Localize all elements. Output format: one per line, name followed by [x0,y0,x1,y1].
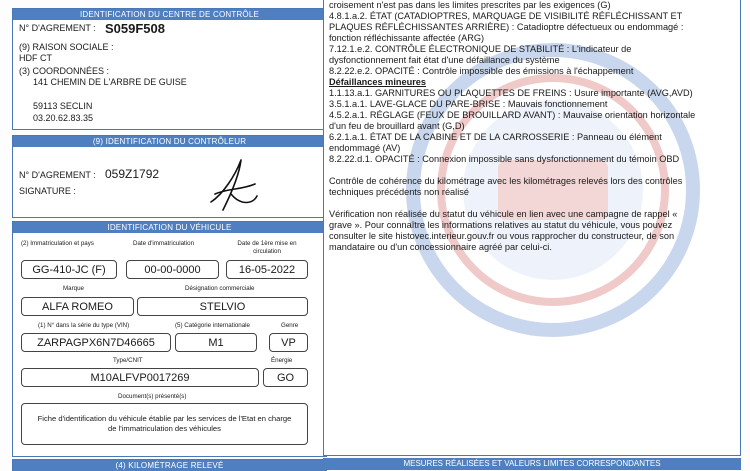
controleur-agrement-label: N° D'AGREMENT : [19,170,96,180]
signature-image [201,154,261,214]
minor-defect-3b: d'un feu de brouillard avant (G,D) [329,121,465,131]
type-label: Type/CNIT [113,357,143,364]
centre-panel [12,8,327,130]
minor-defect-4b: endommagé (AV) [329,143,401,153]
minor-defect-3a: 4.5.2.a.1. RÉGLAGE (FEUX DE BROUILLARD AVANT) : Mauvaise orientation horizontale [329,110,696,120]
right-column [323,0,741,470]
vin-value: ZARPAGPX6N7D46665 [21,333,171,352]
kilometrage-header: (4) KILOMÉTRAGE RELEVÉ [13,460,326,471]
centre-address: 141 CHEMIN DE L'ARBRE DE GUISE [33,77,187,87]
centre-header: IDENTIFICATION DU CENTRE DE CONTRÔLE [13,9,326,20]
controleur-panel [12,135,327,218]
immat-value: GG-410-JC (F) [21,260,117,279]
controleur-agrement-value: 059Z1792 [105,167,160,181]
centre-agrement-value: S059F508 [105,21,165,36]
signature-label: SIGNATURE : [19,186,76,196]
mineures-title: Défaillances mineures [329,77,427,87]
defect-line-2b: dysfonctionnement fait état d'une défaillance du système [329,55,560,65]
controleur-header: (9) IDENTIFICATION DU CONTRÔLEUR [13,136,326,147]
date-immat-value: 00-00-0000 [126,260,219,279]
minor-defect-4a: 6.2.1.a.1. ÉTAT DE LA CABINE ET DE LA CARROSSERIE : Panneau ou élément [329,132,662,142]
documents-line-2: de l'immatriculation des véhicules [108,424,221,433]
coherence-line-2: techniques précédents non réalisé [329,187,469,197]
designation-value: STELVIO [137,297,308,316]
vehicule-panel [12,221,327,457]
rappel-line-3: consulter le site histovec.interieur.gouv.fr ou vous rapprocher du constructeur, de son [329,231,675,241]
energie-label: Énergie [271,357,293,364]
categorie-value: M1 [175,333,257,352]
centre-city: 59113 SECLIN [33,101,93,111]
defect-line-0: croisement n'est pas dans les limites prescrites par les exigences (G) [329,0,611,10]
defects-text [329,0,739,253]
kilometrage-panel [12,459,327,471]
categorie-label: (5) Catégorie internationale [175,322,250,329]
defect-line-1b: PLAQUES RÉFLÉCHISSANTES ARRIÈRE) : Catadioptre défectueux ou endommagé : [329,22,684,32]
marque-value: ALFA ROMEO [21,297,134,316]
minor-defect-5: 8.2.22.d.1. OPACITÉ : Connexion impossible sans dysfonctionnement du témoin OBD [329,154,680,164]
centre-phone: 03.20.62.83.35 [33,113,94,123]
rappel-line-4: mandataire ou d'un concessionnaire agréé par celui-ci. [329,242,552,252]
rappel-line-2: grave ». Pour connaître les informations relatives au statut du véhicule, vous pouvez [329,220,673,230]
documents-label: Document(s) présenté(s) [118,393,187,400]
designation-label: Désignation commerciale [185,285,255,292]
defect-line-1a: 4.8.1.a.2. ÉTAT (CATADIOPTRES, MARQUAGE DE VISIBILITÉ RÉFLÉCHISSANT ET [329,11,683,21]
defect-line-1c: fonction réfléchissante affectée (ARG) [329,33,485,43]
immat-label: (2) Immatriculation et pays [21,240,94,247]
centre-agrement-label: N° D'AGREMENT : [19,23,96,33]
left-column [12,0,327,470]
energie-value: GO [263,368,308,387]
date-mise-label-1: Date de 1ère mise en [237,240,297,247]
defect-line-3: 8.2.22.e.2. OPACITÉ : Contrôle impossible des émissions à l'échappement [329,66,634,76]
defect-line-2a: 7.12.1.e.2. CONTRÔLE ÉLECTRONIQUE DE STABILITÉ : L'indicateur de [329,44,632,54]
vin-label: (1) N° dans la série du type (VIN) [38,322,130,329]
date-mise-label-2: circulation [253,248,281,255]
coherence-line-1: Contrôle de cohérence du kilométrage avec les kilométrages relevés lors des contrôles [329,176,683,186]
documents-line-1: Fiche d'identification du véhicule établie par les services de l'Etat en charge [37,414,292,423]
coordonnees-label: (3) COORDONNÉES : [19,66,110,76]
mesures-header: MESURES RÉALISÉES ET VALEURS LIMITES CORRESPONDANTES [323,458,741,470]
vehicule-header: IDENTIFICATION DU VÉHICULE [13,222,326,233]
documents-box [21,403,308,445]
genre-value: VP [269,333,308,352]
marque-label: Marque [63,285,84,292]
type-value: M10ALFVP0017269 [21,368,259,387]
genre-label: Genre [281,322,299,329]
date-immat-label: Date d'immatriculation [133,240,195,247]
date-mise-value: 16-05-2022 [226,260,308,279]
raison-sociale-value: HDF CT [19,53,52,63]
minor-defect-1: 1.1.13.a.1. GARNITURES OU PLAQUETTES DE FREINS : Usure importante (AVG,AVD) [329,88,693,98]
rappel-line-1: Vérification non réalisée du statut du véhicule en lien avec une campagne de rappel « [329,209,678,219]
raison-sociale-label: (9) RAISON SOCIALE : [19,42,114,52]
minor-defect-2: 3.5.1.a.1. LAVE-GLACE DU PARE-BRISE : Mauvais fonctionnement [329,99,608,109]
